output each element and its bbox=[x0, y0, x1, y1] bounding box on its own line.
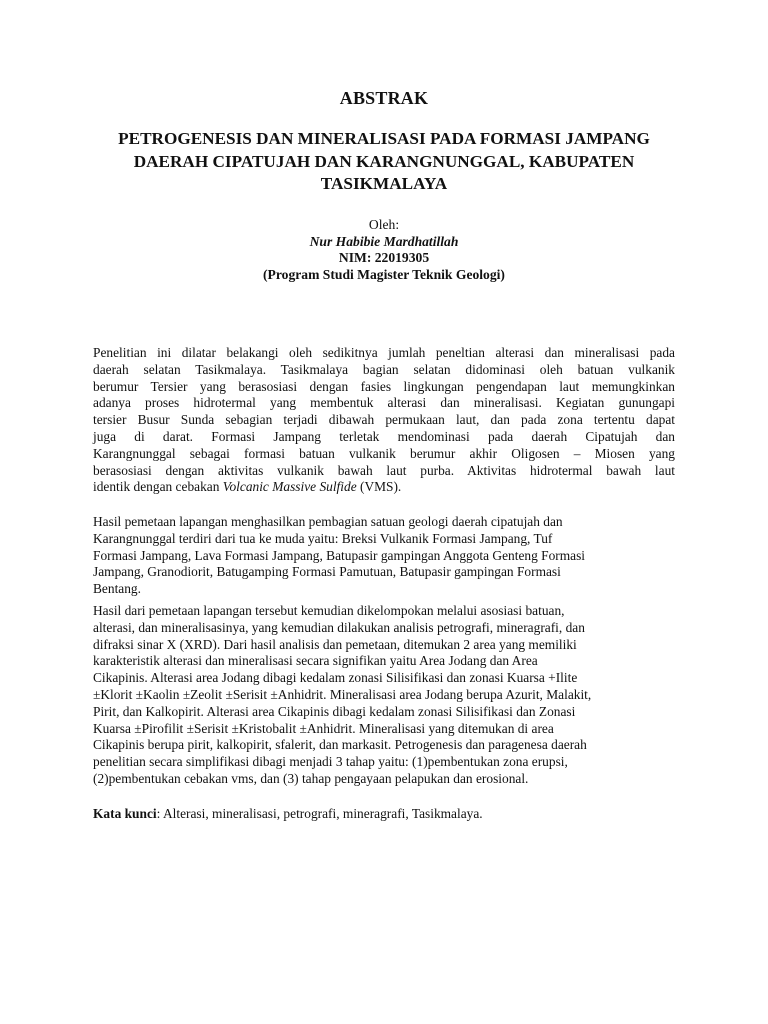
abstract-paragraph-3 bbox=[93, 603, 675, 788]
paragraph-line: Penelitian ini dilatar belakangi oleh sedikitnya jumlah peneltian alterasi dan mineralisasi pada bbox=[93, 345, 675, 360]
abstract-paragraph-2 bbox=[93, 514, 675, 598]
paragraph-line: ±Klorit ±Kaolin ±Zeolit ±Serisit ±Anhidrit. Mineralisasi area Jodang berupa Azurit, Malakit, bbox=[93, 686, 592, 702]
keywords-text: : Alterasi, mineralisasi, petrografi, mineragrafi, Tasikmalaya. bbox=[156, 806, 483, 821]
paragraph-line: Jampang, Granodiorit, Batugamping Formasi Pamutuan, Batupasir gampingan Formasi bbox=[93, 564, 561, 580]
paragraph-line: Formasi Jampang, Lava Formasi Jampang, Batupasir gampingan Anggota Genteng Formasi bbox=[93, 547, 586, 563]
paragraph-line: juga di darat. Formasi Jampang terletak mendominasi pada daerah Cipatujah dan bbox=[93, 428, 675, 444]
abstract-paragraph-1 bbox=[93, 345, 675, 496]
vms-term: Volcanic Massive Sulfide bbox=[222, 479, 357, 495]
keywords-label: Kata kunci bbox=[93, 806, 157, 821]
paragraph-line: berasosiasi dengan aktivitas vulkanik bawah laut purba. Aktivitas hidrotermal bawah laut bbox=[93, 462, 675, 478]
paragraph-line: alterasi, dan mineralisasinya, yang kemudian dilakukan analisis petrografi, mineragrafi, dan bbox=[93, 619, 585, 635]
paragraph-line: adanya proses hidrotermal yang membentuk alterasi dan mineralisasi. Kegiatan gunungapi bbox=[93, 395, 675, 411]
author-nim: NIM: 22019305 bbox=[338, 250, 430, 265]
paragraph-line: karakteristik alterasi dan mineralisasi secara signifikan yaitu Area Jodang dan Area bbox=[93, 653, 538, 669]
keywords-line bbox=[93, 806, 675, 823]
title-line: PETROGENESIS DAN MINERALISASI PADA FORMASI JAMPANG bbox=[118, 129, 650, 148]
paragraph-line: Karangnunggal terdiri dari tua ke muda yaitu: Breksi Vulkanik Formasi Jampang, Tuf bbox=[93, 530, 553, 546]
document-title bbox=[0, 128, 768, 196]
paragraph-line: penelitian secara simplifikasi dibagi menjadi 3 tahap yaitu: (1)pembentukan zona erupsi, bbox=[93, 754, 568, 770]
paragraph-line: Hasil dari pemetaan lapangan tersebut kemudian dikelompokan melalui asosiasi batuan, bbox=[93, 603, 565, 618]
author-program: (Program Studi Magister Teknik Geologi) bbox=[263, 266, 505, 282]
paragraph-line: tersier Busur Sunda sebagian terjadi dibawah permukaan laut, dan pada zona tertentu dapat bbox=[93, 412, 675, 428]
abstract-heading: ABSTRAK bbox=[339, 88, 429, 108]
paragraph-line: berumur Tersier yang berasosiasi dengan fasies lingkungan pengendapan laut memungkinkan bbox=[93, 378, 675, 394]
title-line: DAERAH CIPATUJAH DAN KARANGNUNGGAL, KABUPATEN bbox=[133, 151, 635, 171]
by-label: Oleh: bbox=[368, 217, 400, 232]
paragraph-line: Karangnunggal sebagai formasi batuan vulkanik berumur akhir Oligosen – Miosen yang bbox=[93, 445, 675, 461]
paragraph-line: Kuarsa ±Pirofilit ±Serisit ±Kristobalit ±Anhidrit. Mineralisasi yang ditemukan di area bbox=[93, 720, 554, 736]
title-line: TASIKMALAYA bbox=[320, 174, 448, 193]
last-line-prefix: identik dengan cebakan bbox=[93, 479, 223, 495]
paragraph-line: Hasil pemetaan lapangan menghasilkan pembagian satuan geologi daerah cipatujah dan bbox=[93, 514, 563, 529]
keywords bbox=[93, 806, 675, 823]
paragraph-line: difraksi sinar X (XRD). Dari hasil analisis dan pemetaan, ditemukan 2 area yang memiliki bbox=[93, 636, 577, 652]
paragraph-line: daerah selatan Tasikmalaya. Tasikmalaya bagian selatan didominasi oleh batuan vulkanik bbox=[93, 361, 675, 377]
paragraph-last-line bbox=[93, 479, 675, 496]
paragraph-line: Pirit, dan Kalkopirit. Alterasi area Cikapinis dibagi kedalam zonasi Silisifikasi dan Zonasi bbox=[93, 703, 576, 719]
paragraph-line: Cikapinis. Alterasi area Jodang dibagi kedalam zonasi Silisifikasi dan zonasi Kuarsa +Ilite bbox=[93, 670, 578, 686]
author-name: Nur Habibie Mardhatillah bbox=[309, 233, 459, 249]
author-block bbox=[0, 217, 768, 283]
last-line-suffix: (VMS). bbox=[356, 479, 402, 495]
paragraph-line: Cikapinis berupa pirit, kalkopirit, sfalerit, dan markasit. Petrogenesis dan paragenesa daerah bbox=[93, 737, 587, 753]
paragraph-line: (2)pembentukan cebakan vms, dan (3) tahap pengayaan pelapukan dan erosional. bbox=[93, 770, 529, 786]
paragraph-line: Bentang. bbox=[93, 581, 141, 597]
